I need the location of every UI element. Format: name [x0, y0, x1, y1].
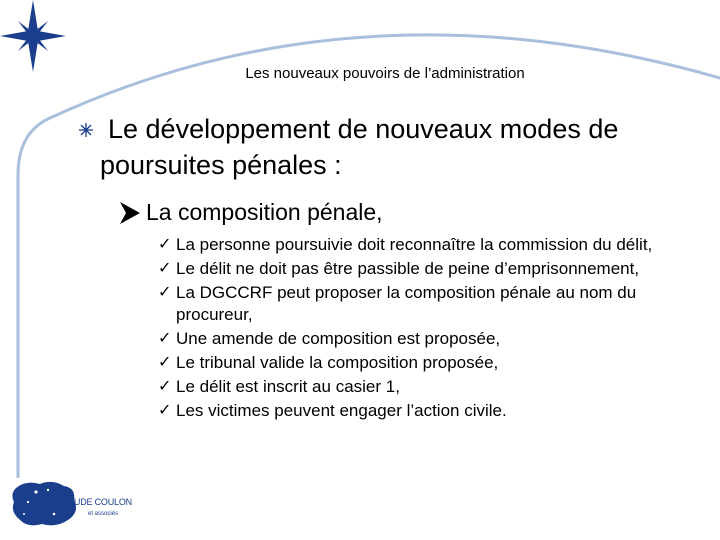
list-item: [158, 400, 698, 422]
sub-point: La composition pénale,: [146, 199, 383, 225]
check-icon: ✓: [158, 330, 172, 347]
check-icon: ✓: [158, 378, 172, 395]
list-item-text: La DGCCRF peut proposer la composition pénale au nom du procureur,: [176, 283, 637, 324]
list-item: [158, 234, 698, 256]
main-point: Le développement de nouveaux modes de poursuites pénales :: [100, 114, 619, 180]
check-icon: ✓: [158, 354, 172, 371]
list-item-text: Le délit ne doit pas être passible de peine d’emprisonnement,: [176, 259, 640, 278]
list-item-text: Le délit est inscrit au casier 1,: [176, 377, 400, 396]
logo-text: JEAN-CLAUDE COULON: [32, 497, 132, 507]
list-item-text: Une amende de composition est proposée,: [176, 329, 501, 348]
list-item-text: Les victimes peuvent engager l’action civile.: [176, 401, 507, 420]
check-icon: ✓: [158, 260, 172, 277]
star-bullet-icon: [78, 122, 94, 138]
list-item: [158, 258, 698, 280]
list-item: [158, 328, 698, 350]
list-item: [158, 352, 698, 374]
checklist: [158, 234, 698, 424]
list-item-text: Le tribunal valide la composition proposée,: [176, 353, 499, 372]
check-icon: ✓: [158, 402, 172, 419]
check-icon: ✓: [158, 236, 172, 253]
arrow-bullet-icon: [118, 200, 142, 226]
check-icon: ✓: [158, 284, 172, 301]
compass-star-icon: [0, 0, 66, 72]
header-title: Les nouveaux pouvoirs de l’administration: [245, 65, 525, 82]
company-logo: [8, 478, 132, 530]
list-item: [158, 282, 698, 326]
list-item-text: La personne poursuivie doit reconnaître la commission du délit,: [176, 235, 653, 254]
list-item: [158, 376, 698, 398]
logo-subtext: et associés: [88, 511, 119, 517]
